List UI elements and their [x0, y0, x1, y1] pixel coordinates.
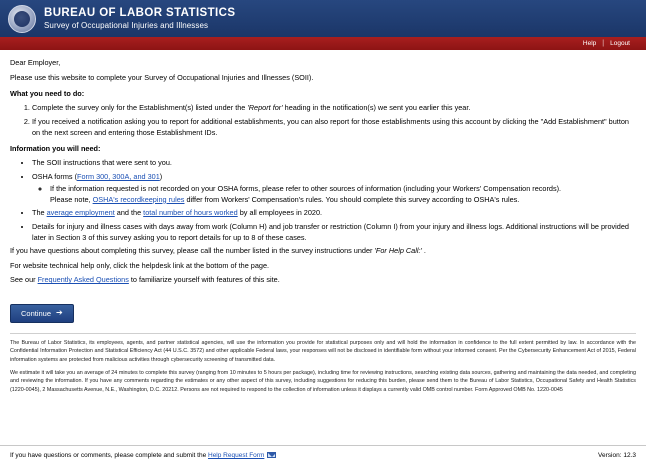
osha-forms-sublist	[32, 184, 636, 205]
envelope-icon	[267, 452, 276, 458]
help-link[interactable]: Help	[582, 40, 597, 47]
osha-note-line2-post: differ from Workers' Compensation's rules. You should complete this survey according to OSHA's rules.	[184, 194, 520, 204]
agency-title: BUREAU OF LABOR STATISTICS	[44, 7, 236, 20]
logout-link[interactable]: Logout	[610, 40, 630, 47]
agency-subtitle: Survey of Occupational Injuries and Illnesses	[44, 20, 209, 30]
help-call-post: .	[421, 246, 426, 256]
step-item-1	[32, 103, 636, 114]
continue-button[interactable]	[10, 304, 74, 323]
faq-text-post: to familiarize yourself with features of this site.	[128, 275, 280, 285]
site-header	[0, 0, 646, 37]
nav-separator: |	[602, 40, 605, 47]
osha-note-line2-pre: Please note,	[50, 194, 93, 204]
total-hours-worked-link[interactable]: total number of hours worked	[143, 208, 238, 218]
info-item-instructions: • The SOII instructions that were sent to you.	[32, 158, 636, 169]
osha-forms-text-pre: OSHA forms (	[32, 171, 78, 181]
help-call-emphasis: 'For Help Call:'	[374, 246, 422, 256]
osha-note-line2	[50, 195, 636, 206]
faq-link[interactable]: Frequently Asked Questions	[37, 275, 129, 285]
arrow-right-icon: ➔	[56, 308, 63, 318]
greeting-text: Dear Employer,	[10, 58, 61, 67]
osha-note-line1: If the information requested is not recorded on your OSHA forms, please refer to other sources of information (including your Workers' Compensation records).	[50, 184, 562, 194]
osha-forms-text-post: )	[159, 171, 163, 181]
bls-seal-icon	[8, 5, 36, 33]
step-item-2: 2. If you received a notification asking you to report for additional establishments, you can also report for those establishments using this account by clicking the "Add Establishment" button on the next screen and entering those Establishment IDs.	[32, 117, 636, 138]
what-you-need-to-do-heading: What you need to do:	[10, 89, 85, 99]
employment-text-post: by all employees in 2020.	[237, 208, 323, 218]
main-content	[0, 50, 646, 286]
footer-help-text	[10, 452, 598, 459]
info-item-employment	[32, 208, 636, 219]
legal-paragraph-1: The Bureau of Labor Statistics, its employees, agents, and partner statistical agencies, will use the information you provide for statistical purposes only and will hold the information in confidence to the full extent permitted by law. In accordance with the Confidential Information Protection and Statistical Efficiency Act (44 U.S.C. 3572) and other applicable Federal laws, your responses will not be disclosed in identifiable form without your informed consent. Per the Cybersecurity Enhancement Act of 2015, Federal information systems are protected from malicious activities through cybersecurity screening of transmitted data.	[10, 339, 636, 363]
help-call-paragraph	[10, 246, 636, 257]
employment-text-mid: and the	[114, 208, 144, 218]
info-item-osha-forms	[32, 172, 636, 206]
help-request-form-link[interactable]: Help Request Form	[208, 452, 265, 459]
continue-button-label: Continue	[21, 308, 52, 318]
helpdesk-paragraph: For website technical help only, click the helpdesk link at the bottom of the page.	[10, 260, 270, 270]
information-list	[10, 158, 636, 243]
legal-disclaimer	[10, 333, 636, 394]
steps-list	[10, 103, 636, 139]
average-employment-link[interactable]: average employment	[46, 208, 115, 218]
osha-forms-link[interactable]: Form 300, 300A, and 301	[77, 171, 160, 181]
continue-button-row	[0, 290, 646, 323]
footer-text-pre: If you have questions or comments, please complete and submit the	[10, 452, 208, 459]
faq-paragraph	[10, 275, 636, 286]
info-item-case-details: • Details for injury and illness cases with days away from work (Column H) and job transfer or restriction (Column I) from your injury and illness logs. Additional instructions will be provided later in Section 3 of this survey asking you to report details for up to 8 of these cases.	[32, 222, 636, 243]
osha-recordkeeping-rules-link[interactable]: OSHA's recordkeeping rules	[92, 194, 185, 204]
version-label: Version: 12.3	[598, 452, 636, 459]
employment-text-pre: The	[32, 208, 47, 218]
step1-text-post: heading in the notification(s) we sent you earlier this year.	[282, 102, 471, 112]
faq-text-pre: See our	[10, 275, 38, 285]
top-navbar	[0, 37, 646, 50]
intro-text: Please use this website to complete your Survey of Occupational Injuries and Illnesses (SOII).	[10, 72, 314, 82]
osha-note-item	[50, 184, 636, 205]
legal-paragraph-2: We estimate it will take you an average of 24 minutes to complete this survey (ranging from 10 minutes to 5 hours per package), including time for reviewing instructions, searching existing data sources, gathering and maintaining the data needed, and completing and reviewing the information. If you have any comments regarding the estimates or any other aspect of this survey, including suggestions for reducing this burden, please send them to the Bureau of Labor Statistics, Occupational Safety and Health Statistics (1220-0045), 2 Massachusetts Avenue, N.E., Washington, D.C. 20212. Persons are not required to respond to the collection of information unless it displays a currently valid OMB control number. Form Approved OMB No. 1220-0045	[10, 369, 636, 393]
information-you-will-need-heading: Information you will need:	[10, 144, 101, 154]
step1-text-pre: Complete the survey only for the Establishment(s) listed under the	[32, 102, 248, 112]
site-footer	[0, 445, 646, 465]
help-call-pre: If you have questions about completing this survey, please call the number listed in the survey instructions under	[10, 246, 375, 256]
header-titles	[44, 6, 235, 30]
step1-report-for-emphasis: 'Report for'	[247, 102, 283, 112]
